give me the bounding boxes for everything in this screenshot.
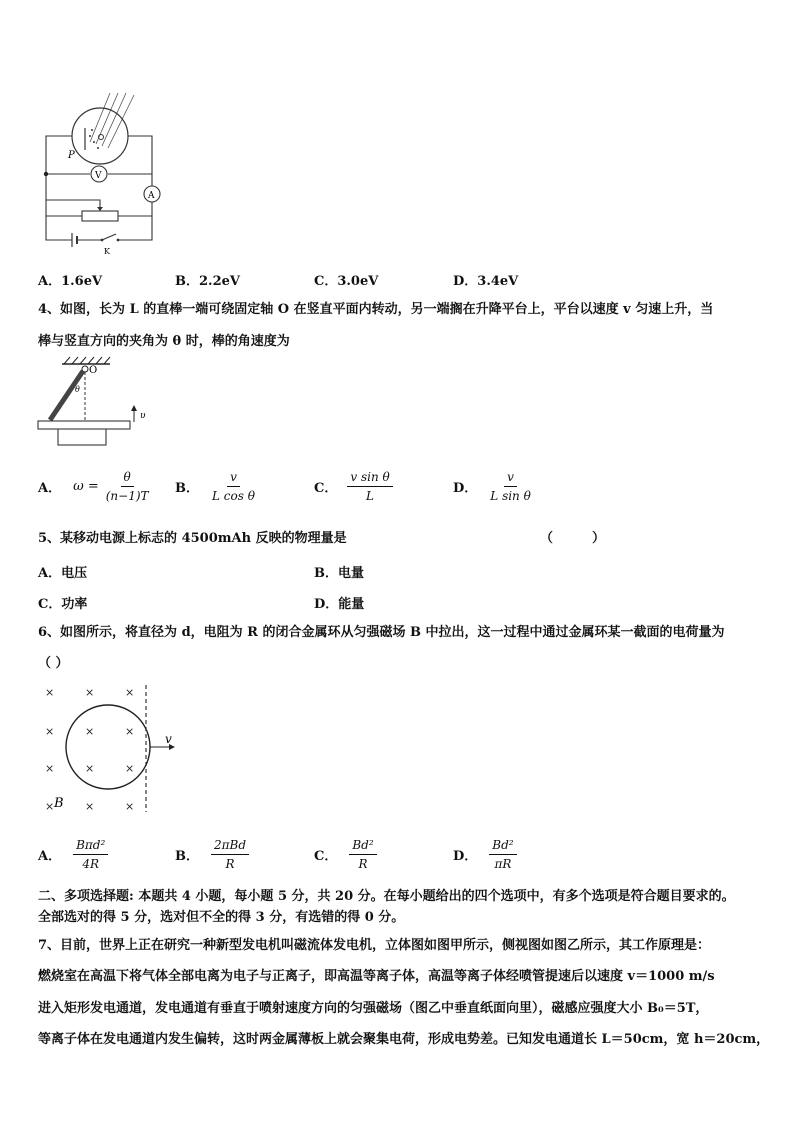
label-v: v	[165, 732, 172, 746]
field-cross: ×	[125, 762, 135, 775]
option-letter: A．	[38, 849, 62, 864]
option-fraction	[487, 470, 534, 503]
field-cross: ×	[125, 686, 135, 699]
q5-option-a	[38, 562, 87, 581]
option-fraction	[347, 470, 392, 503]
option-letter: C．	[314, 481, 338, 496]
fraction-denominator: 4R	[82, 857, 100, 871]
q4-option-d	[453, 470, 534, 503]
q6-option-b	[175, 838, 249, 871]
option-letter: B．	[175, 481, 199, 496]
fraction-denominator: πR	[494, 857, 512, 871]
option-letter: A．	[38, 566, 62, 581]
photocell-bulb	[72, 108, 128, 164]
label-o: O	[89, 365, 98, 376]
option-letter: D．	[453, 274, 478, 289]
field-cross: ×	[85, 762, 95, 775]
label-v: υ	[140, 411, 146, 421]
option-text: 能量	[338, 597, 365, 612]
field-cross: ×	[85, 725, 95, 738]
q5-stem: 5、某移动电源上标志的 4500mAh 反映的物理量是	[38, 531, 347, 546]
option-fraction	[209, 470, 258, 503]
option-text: 3.4eV	[477, 274, 519, 289]
option-text: 2.2eV	[199, 274, 240, 289]
q6-option-d	[453, 838, 517, 871]
option-text: 1.6eV	[61, 274, 103, 289]
option-fraction	[211, 838, 249, 871]
q6-option-c	[314, 838, 377, 871]
option-text: 电量	[338, 566, 365, 581]
q4-option-c	[314, 470, 393, 503]
fraction-numerator: θ	[121, 470, 134, 487]
q6-magnetic-field-diagram	[36, 680, 186, 815]
q5-option-d	[314, 593, 364, 612]
fraction-numerator: Bd²	[489, 838, 516, 855]
fraction-denominator: R	[358, 857, 368, 871]
q7-stem-line3: 进入矩形发电通道，发电通道有垂直于喷射速度方向的匀强磁场（图乙中垂直纸面向里），磁感应强度大小 B₀＝5T，	[38, 1001, 709, 1016]
q3-option-a	[38, 270, 102, 289]
option-letter: B．	[314, 566, 338, 581]
option-letter: D．	[314, 597, 339, 612]
fraction-numerator: v	[504, 470, 517, 487]
field-cross: ×	[85, 800, 95, 813]
field-cross: ×	[45, 686, 55, 699]
option-letter: C．	[314, 274, 338, 289]
fraction-numerator: v	[227, 470, 240, 487]
fraction-denominator: L sin θ	[490, 489, 531, 503]
section2-heading-line2: 全部选对的得 5 分，选对但不全的得 3 分，有选错的得 0 分。	[38, 910, 405, 925]
field-cross: ×	[45, 762, 55, 775]
option-text: 电压	[61, 566, 88, 581]
section2-heading-line1: 二、多项选择题: 本题共 4 小题，每小题 5 分，共 20 分。在每小题给出的四个选项中，有多个选项是符合题目要求的。	[38, 889, 735, 904]
option-text: 功率	[61, 597, 88, 612]
label-k: K	[104, 247, 110, 256]
q3-option-b	[175, 270, 240, 289]
option-letter: A．	[38, 274, 62, 289]
option-letter: B．	[175, 849, 199, 864]
option-fraction	[349, 838, 376, 871]
option-text: 3.0eV	[337, 274, 379, 289]
q7-stem-line1: 7、目前，世界上正在研究一种新型发电机叫磁流体发电机，立体图如图甲所示，侧视图如图乙所示，其工作原理是：	[38, 938, 711, 953]
fraction-numerator: 2πBd	[211, 838, 249, 855]
field-cross: ×	[125, 725, 135, 738]
label-p: P	[68, 150, 75, 161]
field-cross: ×	[85, 686, 95, 699]
option-letter: D．	[453, 849, 478, 864]
fraction-denominator: L cos θ	[212, 489, 255, 503]
option-prefix: ω =	[73, 479, 99, 494]
metal-ring	[66, 705, 150, 789]
option-letter: D．	[453, 481, 478, 496]
q7-stem-line2: 燃烧室在高温下将气体全部电离为电子与正离子，即高温等离子体，高温等离子体经喷管提速后以速度 v＝1000 m/s	[38, 969, 715, 984]
option-fraction	[489, 838, 516, 871]
label-theta: θ	[75, 385, 80, 394]
q5-option-c	[38, 593, 87, 612]
q6-stem-line2: （ ）	[38, 656, 69, 671]
field-cross: ×	[45, 725, 55, 738]
q5-answer-paren: （ ）	[540, 531, 606, 546]
option-letter: A．	[38, 481, 62, 496]
option-letter: C．	[38, 597, 62, 612]
q6-option-a	[38, 838, 108, 871]
q3-option-d	[453, 270, 518, 289]
fraction-numerator: Bd²	[349, 838, 376, 855]
label-b: B	[54, 796, 64, 811]
q4-stem-line2: 棒与竖直方向的夹角为 θ 时，棒的角速度为	[38, 334, 290, 349]
q3-option-c	[314, 270, 378, 289]
q4-option-a	[38, 470, 152, 503]
q4-rod-diagram	[36, 356, 156, 454]
q5-option-b	[314, 562, 364, 581]
fraction-denominator: L	[366, 489, 375, 503]
option-fraction	[103, 470, 152, 503]
fraction-denominator: (n−1)T	[105, 489, 149, 503]
q7-stem-line4: 等离子体在发电通道内发生偏转，这时两金属薄板上就会聚集电荷，形成电势差。已知发电通道长 L＝50cm，宽 h＝20cm，	[38, 1032, 770, 1047]
option-letter: C．	[314, 849, 338, 864]
field-cross: ×	[125, 800, 135, 813]
fraction-numerator: v sin θ	[347, 470, 392, 487]
q6-stem-line1: 6、如图所示，将直径为 d，电阻为 R 的闭合金属环从匀强磁场 B 中拉出，这一过程中通过金属环某一截面的电荷量为	[38, 625, 725, 640]
fraction-numerator: Bπd²	[73, 838, 108, 855]
option-letter: B．	[175, 274, 199, 289]
fraction-denominator: R	[225, 857, 235, 871]
label-v: V	[95, 171, 102, 181]
q3-circuit-diagram	[38, 92, 168, 257]
q4-option-b	[175, 470, 258, 503]
q4-stem-line1: 4、如图，长为 L 的直棒一端可绕固定轴 O 在竖直平面内转动，另一端搁在升降平台上，平台以速度 v 匀速上升，当	[38, 302, 714, 317]
option-fraction	[73, 838, 108, 871]
label-a: A	[148, 191, 155, 201]
field-cross: ×	[45, 800, 55, 813]
